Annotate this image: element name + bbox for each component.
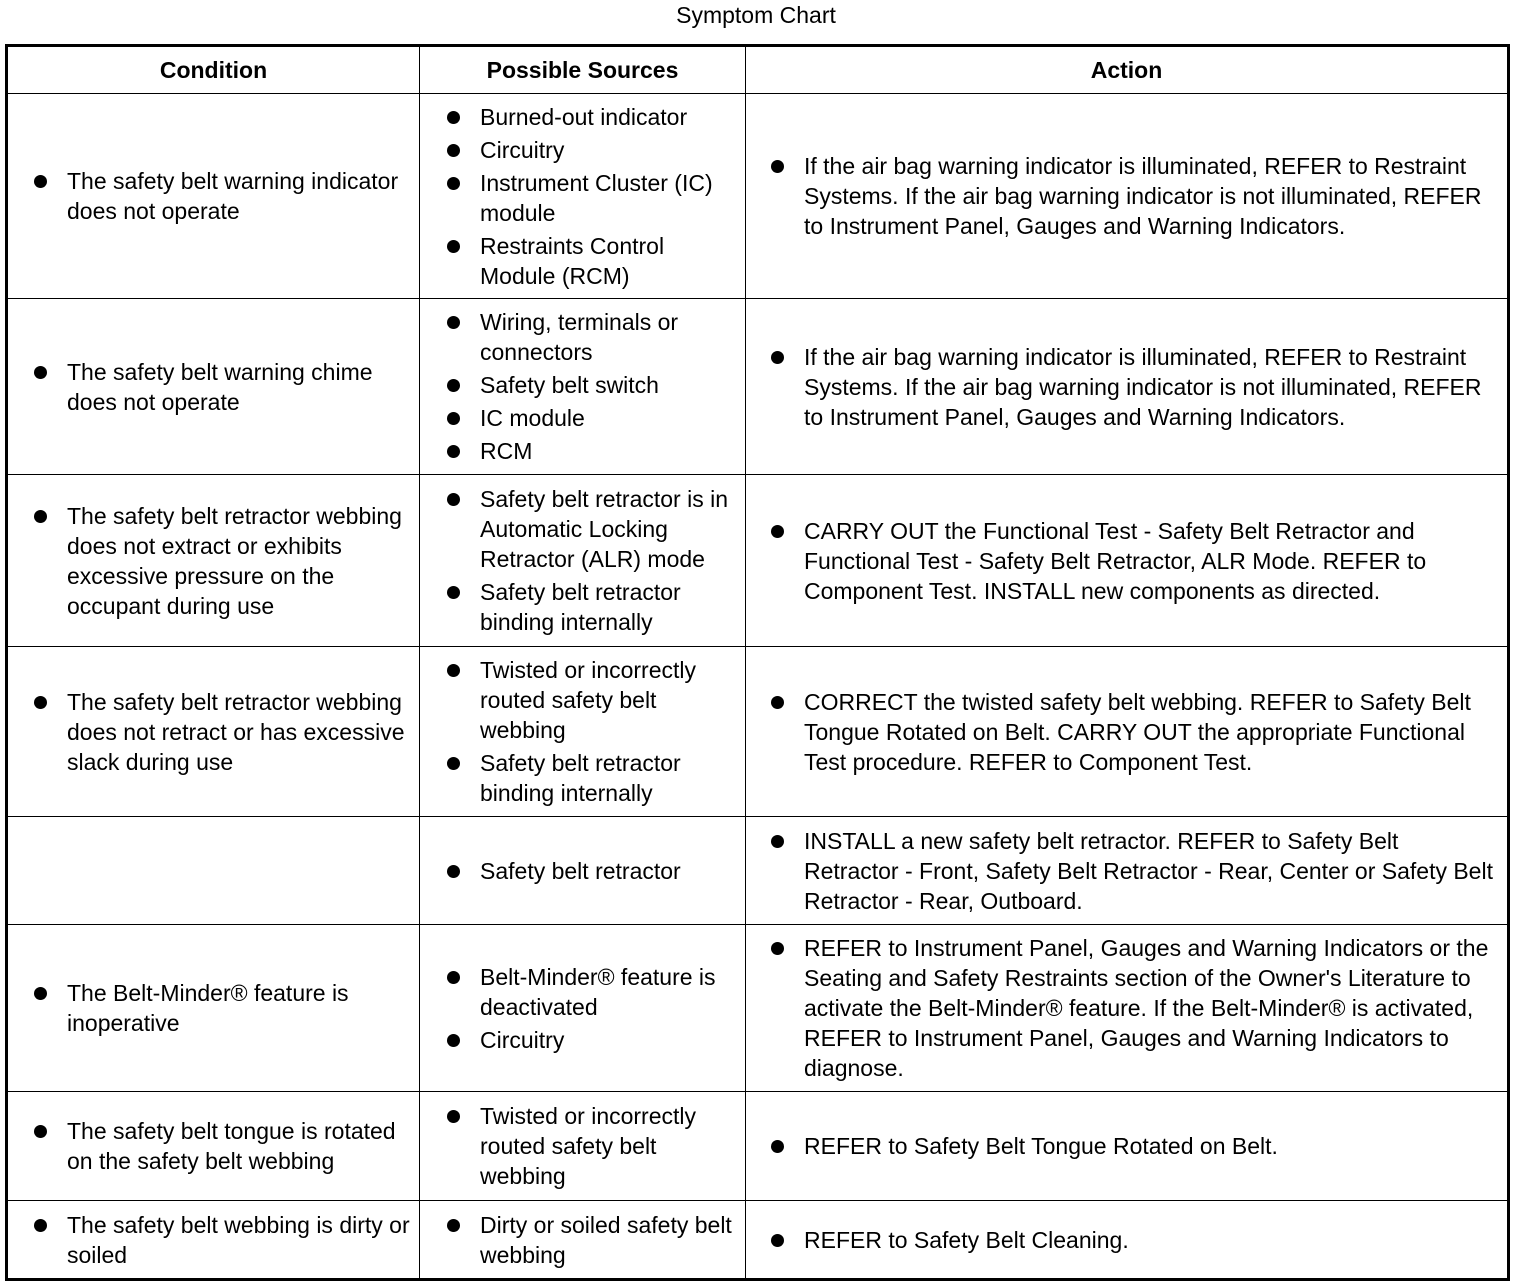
sources-item: Safety belt switch <box>447 370 739 400</box>
sources-item: Wiring, terminals or connectors <box>447 307 739 367</box>
action-list <box>746 1225 1507 1255</box>
condition-cell <box>7 925 420 1092</box>
condition-list <box>8 357 419 417</box>
sources-item: Belt-Minder® feature is deactivated <box>447 962 739 1022</box>
condition-cell <box>7 1092 420 1201</box>
condition-item: The safety belt webbing is dirty or soiled <box>34 1210 413 1270</box>
sources-list <box>420 484 745 637</box>
action-item: REFER to Safety Belt Cleaning. <box>771 1225 1499 1255</box>
action-item: If the air bag warning indicator is illuminated, REFER to Restraint Systems. If the air bag warning indicator is not illuminated, REFER to Instrument Panel, Gauges and Warning Indicators. <box>771 151 1499 241</box>
action-item: CORRECT the twisted safety belt webbing. REFER to Safety Belt Tongue Rotated on Belt. CARRY OUT the appropriate Functional Test procedure. REFER to Component Test. <box>771 687 1499 777</box>
condition-cell <box>7 299 420 475</box>
sources-list <box>420 655 745 808</box>
condition-item: The safety belt retractor webbing does not retract or has excessive slack during use <box>34 687 413 777</box>
sources-item: Safety belt retractor is in Automatic Locking Retractor (ALR) mode <box>447 484 739 574</box>
table-row <box>7 647 1509 817</box>
action-cell <box>746 475 1509 647</box>
sources-item: Twisted or incorrectly routed safety belt webbing <box>447 1101 739 1191</box>
sources-list <box>420 962 745 1055</box>
action-list <box>746 933 1507 1083</box>
sources-item: Burned-out indicator <box>447 102 739 132</box>
condition-list <box>8 166 419 226</box>
sources-cell <box>420 299 746 475</box>
action-cell <box>746 1092 1509 1201</box>
action-cell <box>746 299 1509 475</box>
sources-item: Twisted or incorrectly routed safety belt webbing <box>447 655 739 745</box>
page-title: Symptom Chart <box>676 2 836 28</box>
action-item: If the air bag warning indicator is illuminated, REFER to Restraint Systems. If the air bag warning indicator is not illuminated, REFER to Instrument Panel, Gauges and Warning Indicators. <box>771 342 1499 432</box>
action-item: CARRY OUT the Functional Test - Safety Belt Retractor and Functional Test - Safety Belt Retractor, ALR Mode. REFER to Component Test. INSTALL new components as directed. <box>771 516 1499 606</box>
condition-cell <box>7 1201 420 1280</box>
condition-item: The safety belt tongue is rotated on the safety belt webbing <box>34 1116 413 1176</box>
sources-item: Circuitry <box>447 135 739 165</box>
condition-cell <box>7 647 420 817</box>
table-row <box>7 299 1509 475</box>
action-item: REFER to Instrument Panel, Gauges and Warning Indicators or the Seating and Safety Restraints section of the Owner's Literature to activate the Belt-Minder® feature. If the Belt-Minder® is activated, REFER to Instrument Panel, Gauges and Warning Indicators to diagnose. <box>771 933 1499 1083</box>
sources-item: Dirty or soiled safety belt webbing <box>447 1210 739 1270</box>
action-item: INSTALL a new safety belt retractor. REFER to Safety Belt Retractor - Front, Safety Belt Retractor - Rear, Center or Safety Belt Retractor - Rear, Outboard. <box>771 826 1499 916</box>
table-row <box>7 817 1509 925</box>
sources-cell <box>420 1092 746 1201</box>
table-row <box>7 1201 1509 1280</box>
action-list <box>746 342 1507 432</box>
sources-cell <box>420 475 746 647</box>
condition-item: The safety belt retractor webbing does not extract or exhibits excessive pressure on the occupant during use <box>34 501 413 621</box>
action-cell <box>746 647 1509 817</box>
condition-cell <box>7 817 420 925</box>
sources-cell <box>420 817 746 925</box>
sources-item: Safety belt retractor <box>447 856 739 886</box>
action-cell <box>746 817 1509 925</box>
sources-cell <box>420 1201 746 1280</box>
condition-cell <box>7 475 420 647</box>
condition-list <box>8 687 419 777</box>
action-cell <box>746 1201 1509 1280</box>
sources-list <box>420 1101 745 1191</box>
sources-list <box>420 102 745 291</box>
action-list <box>746 687 1507 777</box>
action-cell <box>746 94 1509 299</box>
condition-list <box>8 501 419 621</box>
action-list <box>746 516 1507 606</box>
sources-item: Safety belt retractor binding internally <box>447 577 739 637</box>
condition-item: The safety belt warning chime does not operate <box>34 357 413 417</box>
header-condition: Condition <box>7 46 420 94</box>
action-cell <box>746 925 1509 1092</box>
table-row <box>7 925 1509 1092</box>
sources-cell <box>420 925 746 1092</box>
condition-item: The Belt-Minder® feature is inoperative <box>34 978 413 1038</box>
action-list <box>746 826 1507 916</box>
sources-item: Safety belt retractor binding internally <box>447 748 739 808</box>
action-list <box>746 1131 1507 1161</box>
sources-item: IC module <box>447 403 739 433</box>
condition-item: The safety belt warning indicator does not operate <box>34 166 413 226</box>
sources-cell <box>420 647 746 817</box>
condition-list <box>8 978 419 1038</box>
sources-item: Circuitry <box>447 1025 739 1055</box>
header-action: Action <box>746 46 1509 94</box>
sources-list <box>420 856 745 886</box>
condition-cell <box>7 94 420 299</box>
header-row <box>7 46 1509 94</box>
table-row <box>7 1092 1509 1201</box>
action-list <box>746 151 1507 241</box>
sources-cell <box>420 94 746 299</box>
symptom-chart-table <box>5 44 1510 1281</box>
sources-list <box>420 307 745 466</box>
table-row <box>7 475 1509 647</box>
sources-item: Instrument Cluster (IC) module <box>447 168 739 228</box>
condition-list <box>8 1116 419 1176</box>
sources-list <box>420 1210 745 1270</box>
action-item: REFER to Safety Belt Tongue Rotated on Belt. <box>771 1131 1499 1161</box>
header-possible-sources: Possible Sources <box>420 46 746 94</box>
table-row <box>7 94 1509 299</box>
sources-item: Restraints Control Module (RCM) <box>447 231 739 291</box>
condition-list <box>8 1210 419 1270</box>
sources-item: RCM <box>447 436 739 466</box>
